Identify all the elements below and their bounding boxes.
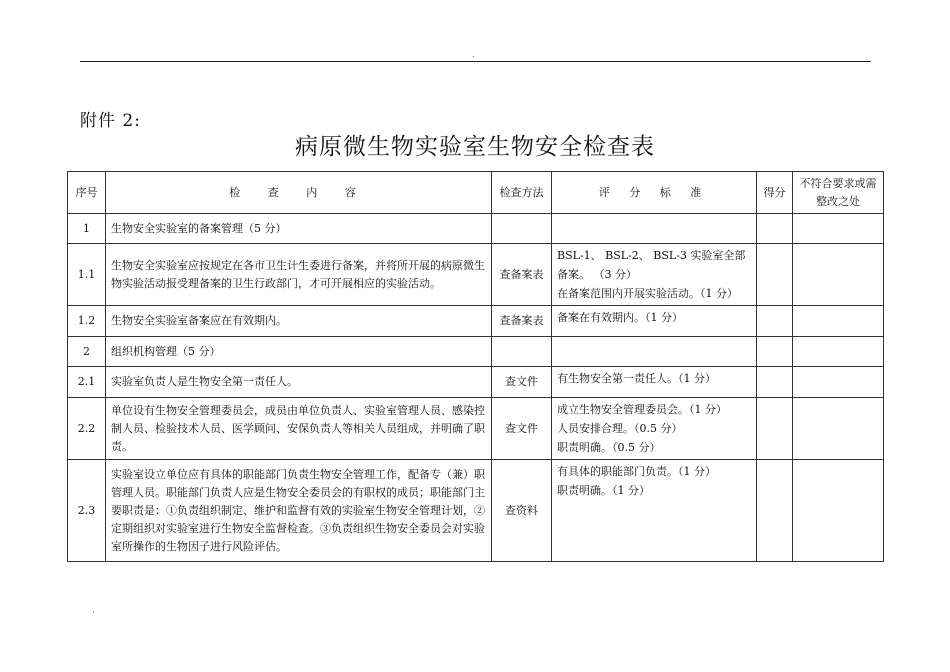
row-number: 1.2 <box>68 306 106 337</box>
table-row <box>68 306 884 337</box>
standard-line: 人员安排合理。（0.5 分） <box>557 422 683 435</box>
attachment-label: 附件 2: <box>80 111 141 131</box>
inspection-table <box>67 171 884 562</box>
row-method: 查备案表 <box>492 306 552 337</box>
row-nonconform-cell[interactable] <box>793 460 884 562</box>
row-method <box>492 214 552 244</box>
row-score-cell[interactable] <box>757 367 793 398</box>
row-standard <box>552 244 757 306</box>
row-score-cell[interactable] <box>757 398 793 460</box>
row-number: 2.2 <box>68 398 106 460</box>
header-score: 得分 <box>757 172 793 214</box>
row-number: 2.1 <box>68 367 106 398</box>
row-nonconform-cell[interactable] <box>793 244 884 306</box>
row-nonconform-cell[interactable] <box>793 306 884 337</box>
row-content: 组织机构管理（5 分） <box>106 337 492 367</box>
row-method: 查资料 <box>492 460 552 562</box>
row-score-cell[interactable] <box>757 306 793 337</box>
row-nonconform-cell[interactable] <box>793 398 884 460</box>
row-standard <box>552 460 757 562</box>
row-nonconform-cell[interactable] <box>793 337 884 367</box>
row-method <box>492 337 552 367</box>
row-number: 1.1 <box>68 244 106 306</box>
header-dot: . <box>472 50 475 60</box>
row-nonconform-cell[interactable] <box>793 214 884 244</box>
table-row <box>68 398 884 460</box>
row-method: 查文件 <box>492 367 552 398</box>
row-standard <box>552 337 757 367</box>
table-row <box>68 214 884 244</box>
table-row <box>68 367 884 398</box>
row-content: 单位设有生物安全管理委员会，成员由单位负责人、实验室管理人员、感染控制人员、检验技术人员、医学顾问、安保负责人等相关人员组成，并明确了职责。 <box>106 398 492 460</box>
row-number: 2.3 <box>68 460 106 562</box>
standard-line: 职责明确。（1 分） <box>557 484 650 497</box>
header-content: 检 查 内 容 <box>106 172 492 214</box>
standard-line: 备案在有效期内。（1 分） <box>557 311 683 324</box>
header-rule <box>80 61 871 62</box>
row-method: 查备案表 <box>492 244 552 306</box>
standard-line: BSL-1、 BSL-2、 BSL-3 实验室全部备案。 （3 分） <box>557 249 746 281</box>
row-score-cell[interactable] <box>757 244 793 306</box>
table-row <box>68 460 884 562</box>
row-number: 1 <box>68 214 106 244</box>
standard-line: 职责明确。（0.5 分） <box>557 441 661 454</box>
standard-line: 在备案范围内开展实验活动。（1 分） <box>557 287 738 300</box>
row-nonconform-cell[interactable] <box>793 367 884 398</box>
table-row <box>68 337 884 367</box>
header-no: 序号 <box>68 172 106 214</box>
header-nonconform: 不符合要求或需整改之处 <box>793 172 884 214</box>
row-content: 实验室负责人是生物安全第一责任人。 <box>106 367 492 398</box>
standard-line: 成立生物安全管理委员会。（1 分） <box>557 403 727 416</box>
row-standard <box>552 306 757 337</box>
table-header-row <box>68 172 884 214</box>
row-content: 生物安全实验室应按规定在各市卫生计生委进行备案，并将所开展的病原微生物实验活动报受理备案的卫生行政部门，才可开展相应的实验活动。 <box>106 244 492 306</box>
row-score-cell[interactable] <box>757 214 793 244</box>
row-standard <box>552 214 757 244</box>
standard-line: 有生物安全第一责任人。（1 分） <box>557 372 716 385</box>
row-method: 查文件 <box>492 398 552 460</box>
row-content: 实验室设立单位应有具体的职能部门负责生物安全管理工作，配备专（兼）职管理人员。职能部门负责人应是生物安全委员会的有职权的成员；职能部门主要职责是：①负责组织制定、维护和监督有效的实验室生物安全管理计划，②定期组织对实验室进行生物安全监督检查。③负责组织生物安全委员会对实验室所操作的生物因子进行风险评估。 <box>106 460 492 562</box>
row-number: 2 <box>68 337 106 367</box>
row-score-cell[interactable] <box>757 460 793 562</box>
row-standard <box>552 398 757 460</box>
header-method: 检查方法 <box>492 172 552 214</box>
footer-dot: . <box>92 606 95 616</box>
row-content: 生物安全实验室的备案管理（5 分） <box>106 214 492 244</box>
header-standard: 评 分 标 准 <box>552 172 757 214</box>
row-score-cell[interactable] <box>757 337 793 367</box>
page-title: 病原微生物实验室生物安全检查表 <box>295 134 655 160</box>
row-standard <box>552 367 757 398</box>
row-content: 生物安全实验室备案应在有效期内。 <box>106 306 492 337</box>
standard-line: 有具体的职能部门负责。（1 分） <box>557 465 716 478</box>
table-row <box>68 244 884 306</box>
